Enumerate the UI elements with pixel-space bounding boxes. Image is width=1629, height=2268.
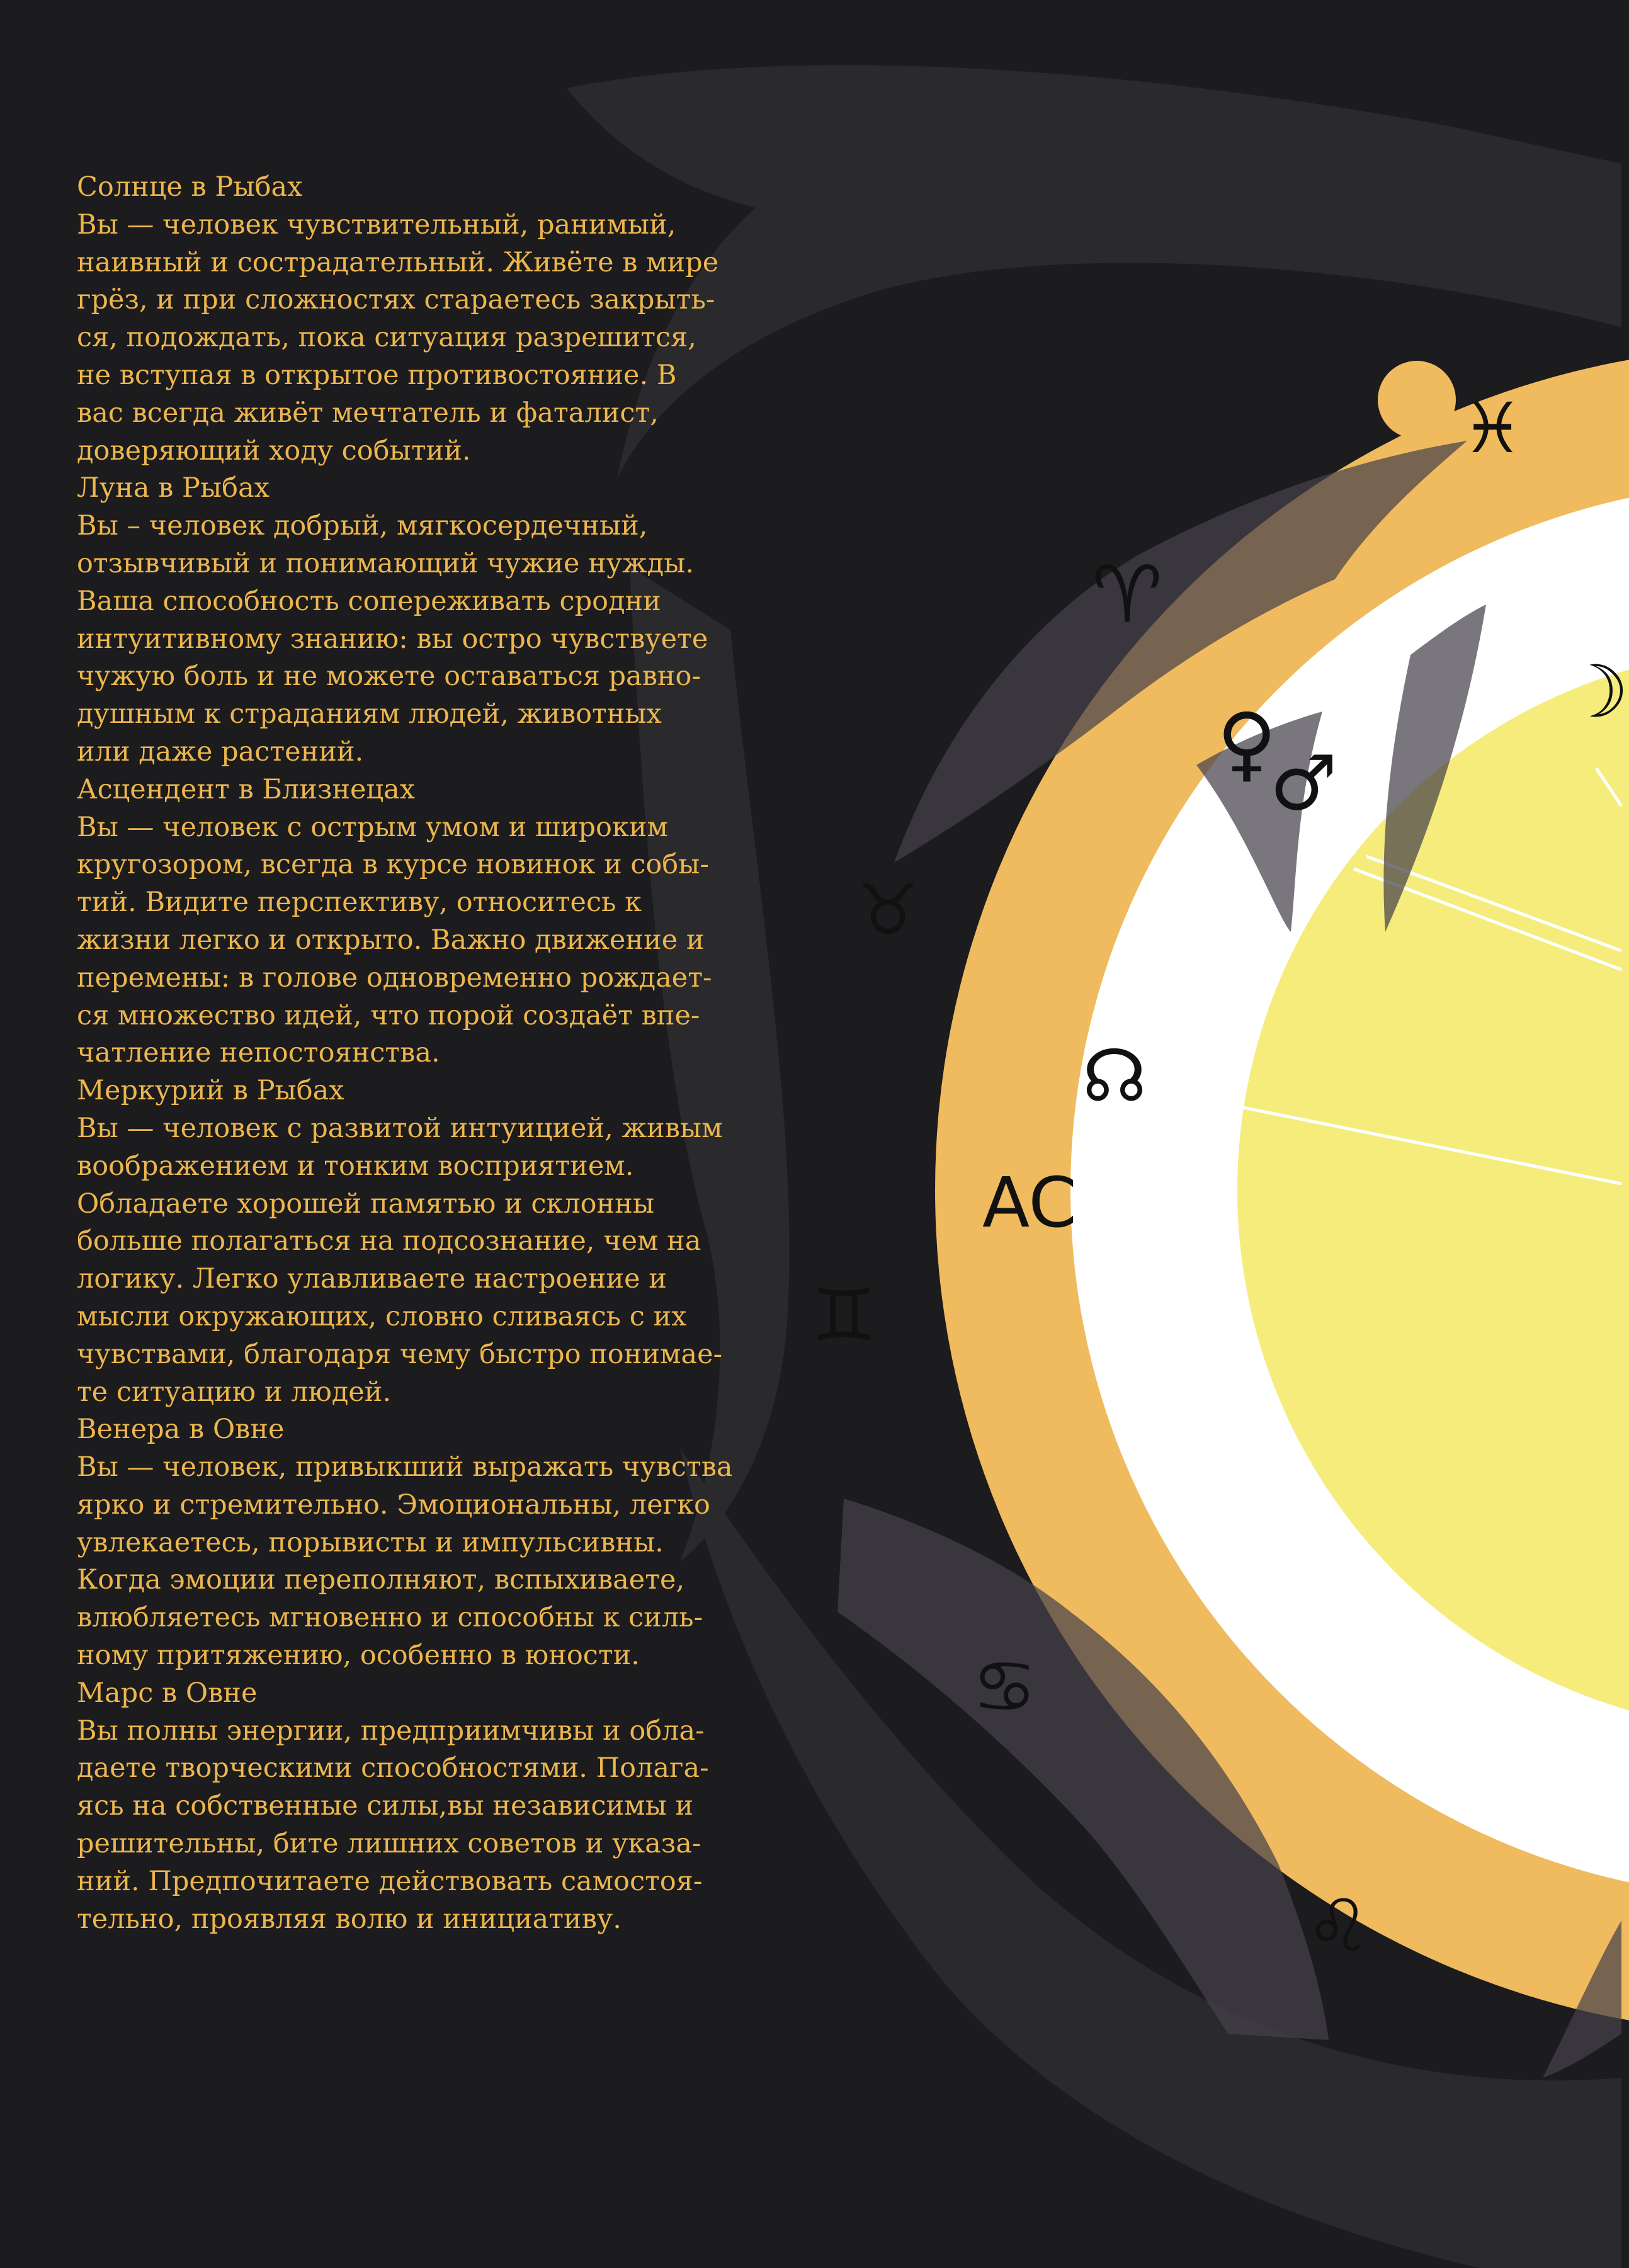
section-venus (77, 1411, 744, 1675)
text-line: Ваша способность сопереживать сродни (77, 585, 661, 617)
text-line: Вы – человек добрый, мягкосердечный, (77, 510, 648, 542)
section-title: Венера в Овне (77, 1414, 285, 1446)
leo-icon: ♌ (1305, 1884, 1371, 1969)
text-line: больше полагаться на подсознание, чем на (77, 1225, 701, 1257)
text-line: ся, подождать, пока ситуация разрешится, (77, 322, 696, 354)
section-moon (77, 470, 744, 771)
text-line: душным к страданиям людей, животных (77, 698, 662, 730)
text-line: ному притяжению, особенно в юности. (77, 1640, 640, 1672)
aries-icon: ♈ (1091, 549, 1163, 641)
text-line: Обладаете хорошей памятью и склонны (77, 1188, 655, 1220)
text-line: чужую боль и не можете оставаться равно- (77, 661, 701, 693)
venus-icon: ♀ (1217, 695, 1277, 791)
text-line: влюбляетесь мгновенно и способны к силь- (77, 1602, 703, 1634)
text-line: тельно, проявляя волю и инициативу. (77, 1903, 622, 1935)
text-line: не вступая в открытое противостояние. В (77, 359, 677, 391)
section-title: Асцендент в Близнецах (77, 773, 415, 805)
text-line: тий. Видите перспективу, относитесь к (77, 887, 642, 919)
section-title: Меркурий в Рыбах (77, 1075, 344, 1107)
section-title: Луна в Рыбах (77, 472, 270, 504)
text-line: интуитивному знанию: вы остро чувствуете (77, 623, 708, 655)
text-line: мысли окружающих, словно сливаясь с их (77, 1300, 687, 1332)
text-line: Вы — человек, привыкший выражать чувства (77, 1451, 733, 1483)
gemini-icon: ♊ (811, 1273, 877, 1358)
section-ascendant (77, 771, 744, 1072)
text-line: ся множество идей, что порой создаёт впе- (77, 999, 700, 1031)
ring-marker-circle (1378, 361, 1456, 439)
mars-icon: ♂ (1269, 740, 1337, 827)
text-line: Вы полны энергии, предприимчивы и обла- (77, 1715, 705, 1747)
text-line: ясь на собственные силы,вы независимы и (77, 1790, 694, 1822)
text-line: перемены: в голове одновременно рождает- (77, 961, 712, 994)
text-line: доверяющий ходу событий. (77, 434, 471, 467)
text-line: чувствами, благодаря чему быстро понимае- (77, 1338, 723, 1370)
text-line: Вы — человек с развитой интуицией, живым (77, 1112, 723, 1144)
node-icon: ☊ (1082, 1034, 1147, 1119)
text-line: Когда эмоции переполняют, вспыхиваете, (77, 1564, 685, 1596)
text-line: чатление непостоянства. (77, 1037, 440, 1069)
text-line: увлекаетесь, порывисты и импульсивны. (77, 1526, 664, 1558)
text-line: ний. Предпочитаете действовать самостоя- (77, 1865, 703, 1897)
text-line: отзывчивый и понимающий чужие нужды. (77, 547, 695, 579)
section-title: Марс в Овне (77, 1677, 258, 1709)
text-line: решительны, бите лишних советов и указа- (77, 1828, 701, 1860)
text-line: наивный и сострадательный. Живёте в мире (77, 246, 719, 278)
horoscope-text (77, 169, 744, 1938)
ascendant-label: AC (982, 1162, 1077, 1243)
text-line: Вы — человек с острым умом и широким (77, 811, 668, 843)
pisces-icon: ♓ (1461, 388, 1524, 468)
text-line: или даже растений. (77, 735, 364, 768)
section-mars (77, 1675, 744, 1939)
moon-icon: ☽ (1564, 650, 1629, 735)
taurus-icon: ♉ (856, 870, 919, 950)
text-line: ярко и стремительно. Эмоциональны, легко (77, 1488, 710, 1521)
text-line: Вы — человек чувствительный, ранимый, (77, 208, 676, 241)
text-line: жизни легко и открыто. Важно движение и (77, 924, 705, 956)
text-line: вас всегда живёт мечтатель и фаталист, (77, 397, 659, 429)
section-sun (77, 169, 744, 470)
section-mercury (77, 1072, 744, 1411)
cancer-icon: ♋ (972, 1645, 1037, 1730)
text-line: кругозором, всегда в курсе новинок и собы- (77, 849, 709, 881)
text-line: воображением и тонким восприятием. (77, 1150, 634, 1182)
text-line: даете творческими способностями. Полага- (77, 1752, 709, 1784)
section-title: Солнце в Рыбах (77, 171, 303, 203)
text-line: те ситуацию и людей. (77, 1376, 392, 1408)
text-line: грёз, и при сложностях стараетесь закрыть- (77, 284, 715, 316)
text-line: логику. Легко улавливаете настроение и (77, 1263, 667, 1295)
